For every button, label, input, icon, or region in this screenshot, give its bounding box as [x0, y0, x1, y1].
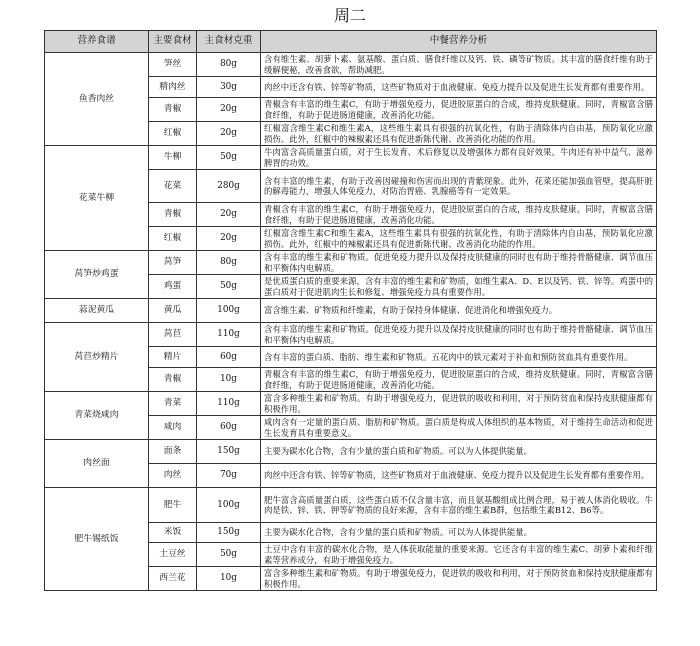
table-row	[45, 299, 657, 323]
weight-cell: 150g	[197, 523, 261, 543]
ingredient-cell: 青椒	[149, 98, 197, 122]
header-weight: 主食材克重	[197, 31, 261, 53]
dish-name-cell: 肉丝面	[45, 440, 149, 488]
weight-cell: 20g	[197, 122, 261, 146]
ingredient-cell: 青椒	[149, 368, 197, 392]
table-row	[45, 53, 657, 77]
weight-cell: 280g	[197, 170, 261, 203]
analysis-cell: 咸肉含有一定量的蛋白质、脂肪和矿物质。蛋白质是构成人体组织的基本物质，对于维持生命活动和促进生长发育具有重要意义。	[261, 416, 657, 440]
dish-name-cell: 青菜烧咸肉	[45, 392, 149, 440]
analysis-cell: 富含多种维生素和矿物质。有助于增强免疫力，促进铁的吸收和利用，对于预防贫血和保持皮肤健康都有积极作用。	[261, 567, 657, 591]
weight-cell: 50g	[197, 275, 261, 299]
table-row	[45, 251, 657, 275]
weight-cell: 70g	[197, 464, 261, 488]
ingredient-cell: 红椒	[149, 227, 197, 251]
table-row	[45, 488, 657, 523]
weight-cell: 30g	[197, 77, 261, 98]
dish-name-cell: 蒜泥黄瓜	[45, 299, 149, 323]
dish-name-cell: 莴笋炒鸡蛋	[45, 251, 149, 299]
table-row	[45, 323, 657, 347]
analysis-cell: 肉丝中还含有铁、锌等矿物质，这些矿物质对于血液健康、免疫力提升以及促进生长发育都有重要作用。	[261, 464, 657, 488]
analysis-cell: 含有丰富的维生素和矿物质。促进免疫力提升以及保持皮肤健康的同时也有助于维持骨骼健康、调节血压和平衡体内电解质。	[261, 323, 657, 347]
weight-cell: 20g	[197, 98, 261, 122]
weight-cell: 100g	[197, 299, 261, 323]
header-dish: 营养食谱	[45, 31, 149, 53]
weight-cell: 60g	[197, 416, 261, 440]
weight-cell: 10g	[197, 368, 261, 392]
ingredient-cell: 精肉丝	[149, 77, 197, 98]
ingredient-cell: 肉丝	[149, 464, 197, 488]
analysis-cell: 青椒含有丰富的维生素C，有助于增强免疫力，促进胶原蛋白的合成，维持皮肤健康。同时，青椒富含膳食纤维，有助于促进肠道健康，改善消化功能。	[261, 98, 657, 122]
weight-cell: 100g	[197, 488, 261, 523]
weight-cell: 110g	[197, 392, 261, 416]
ingredient-cell: 花菜	[149, 170, 197, 203]
analysis-cell: 土豆中含有丰富的碳水化合物，是人体获取能量的重要来源。它还含有丰富的维生素C、胡萝卜素和纤维素等营养成分，有助于增强免疫力。	[261, 543, 657, 567]
ingredient-cell: 黄瓜	[149, 299, 197, 323]
analysis-cell: 含有丰富的蛋白质、脂肪、维生素和矿物质。五花肉中的铁元素对于补血和预防贫血具有重要作用。	[261, 347, 657, 368]
ingredient-cell: 土豆丝	[149, 543, 197, 567]
table-row	[45, 392, 657, 416]
ingredient-cell: 青菜	[149, 392, 197, 416]
ingredient-cell: 莴笋	[149, 251, 197, 275]
table-row	[45, 440, 657, 464]
ingredient-cell: 青椒	[149, 203, 197, 227]
table-header-row	[45, 31, 657, 53]
weight-cell: 10g	[197, 567, 261, 591]
ingredient-cell: 笋丝	[149, 53, 197, 77]
ingredient-cell: 西兰花	[149, 567, 197, 591]
dish-name-cell: 鱼香肉丝	[45, 53, 149, 146]
weight-cell: 50g	[197, 543, 261, 567]
weight-cell: 20g	[197, 227, 261, 251]
analysis-cell: 富含多种维生素和矿物质。有助于增强免疫力，促进铁的吸收和利用，对于预防贫血和保持皮肤健康都有积极作用。	[261, 392, 657, 416]
analysis-cell: 青椒含有丰富的维生素C，有助于增强免疫力，促进胶原蛋白的合成，维持皮肤健康。同时，青椒富含膳食纤维，有助于促进肠道健康，改善消化功能。	[261, 368, 657, 392]
analysis-cell: 肉丝中还含有铁、锌等矿物质，这些矿物质对于血液健康、免疫力提升以及促进生长发育都有重要作用。	[261, 77, 657, 98]
header-analysis: 中餐营养分析	[261, 31, 657, 53]
dish-name-cell: 花菜牛柳	[45, 146, 149, 251]
page-title: 周二	[333, 6, 366, 25]
weight-cell: 80g	[197, 53, 261, 77]
ingredient-cell: 红椒	[149, 122, 197, 146]
table-row	[45, 146, 657, 170]
ingredient-cell: 精片	[149, 347, 197, 368]
analysis-cell: 主要为碳水化合物，含有少量的蛋白质和矿物质。可以为人体提供能量。	[261, 440, 657, 464]
analysis-cell: 红椒富含维生素C和维生素A，这些维生素具有很强的抗氧化性，有助于清除体内自由基，预防氧化应激损伤。此外，红椒中的辣椒素还具有促进新陈代谢、改善消化功能的作用。	[261, 122, 657, 146]
analysis-cell: 青椒含有丰富的维生素C，有助于增强免疫力，促进胶原蛋白的合成，维持皮肤健康。同时，青椒富含膳食纤维，有助于促进肠道健康，改善消化功能。	[261, 203, 657, 227]
analysis-cell: 牛肉富含高质量蛋白质，对于生长发育、术后修复以及增强体力都有良好效果。牛肉还有补中益气、滋养脾胃的功效。	[261, 146, 657, 170]
analysis-cell: 含有丰富的维生素，有助于改善因碰撞和伤害而出现的青紫现象。此外，花菜还能加强血管壁，提高肝脏的解毒能力，增强人体免疫力，对防治胃癌、乳腺癌等有一定效果。	[261, 170, 657, 203]
weight-cell: 80g	[197, 251, 261, 275]
weight-cell: 60g	[197, 347, 261, 368]
weight-cell: 50g	[197, 146, 261, 170]
weight-cell: 110g	[197, 323, 261, 347]
dish-name-cell: 莴苣炒精片	[45, 323, 149, 392]
analysis-cell: 红椒富含维生素C和维生素A，这些维生素具有很强的抗氧化性，有助于清除体内自由基，预防氧化应激损伤。此外，红椒中的辣椒素还具有促进新陈代谢、改善消化功能的作用。	[261, 227, 657, 251]
ingredient-cell: 鸡蛋	[149, 275, 197, 299]
ingredient-cell: 咸肉	[149, 416, 197, 440]
ingredient-cell: 牛柳	[149, 146, 197, 170]
analysis-cell: 富含维生素、矿物质和纤维素，有助于保持身体健康、促进消化和增强免疫力。	[261, 299, 657, 323]
analysis-cell: 主要为碳水化合物，含有少量的蛋白质和矿物质。可以为人体提供能量。	[261, 523, 657, 543]
analysis-cell: 含有丰富的维生素和矿物质。促进免疫力提升以及保持皮肤健康的同时也有助于维持骨骼健康、调节血压和平衡体内电解质。	[261, 251, 657, 275]
analysis-cell: 是优质蛋白质的重要来源，含有丰富的维生素和矿物质，如维生素A、D、E以及钙、铁、锌等。鸡蛋中的蛋白质对于促进肌肉生长和修复、增强免疫力具有重要作用。	[261, 275, 657, 299]
weight-cell: 20g	[197, 203, 261, 227]
ingredient-cell: 莴苣	[149, 323, 197, 347]
ingredient-cell: 面条	[149, 440, 197, 464]
header-ingredient: 主要食材	[149, 31, 197, 53]
nutrition-table	[44, 30, 657, 591]
weight-cell: 150g	[197, 440, 261, 464]
analysis-cell: 含有维生素、胡萝卜素、氨基酸、蛋白质、膳食纤维以及钙、铁、磷等矿物质。其丰富的膳食纤维有助于缓解便秘，改善食欲，帮助减肥。	[261, 53, 657, 77]
dish-name-cell: 肥牛锡纸饭	[45, 488, 149, 591]
ingredient-cell: 米饭	[149, 523, 197, 543]
analysis-cell: 肥牛富含高质量蛋白质，这些蛋白质不仅含量丰富，而且氨基酸组成比例合理，易于被人体消化吸收。牛肉是铁、锌、铁、钾等矿物质的良好来源，含有丰富的维生素B群，包括维生素B12、B6等。	[261, 488, 657, 523]
ingredient-cell: 肥牛	[149, 488, 197, 523]
table-body	[45, 53, 657, 591]
